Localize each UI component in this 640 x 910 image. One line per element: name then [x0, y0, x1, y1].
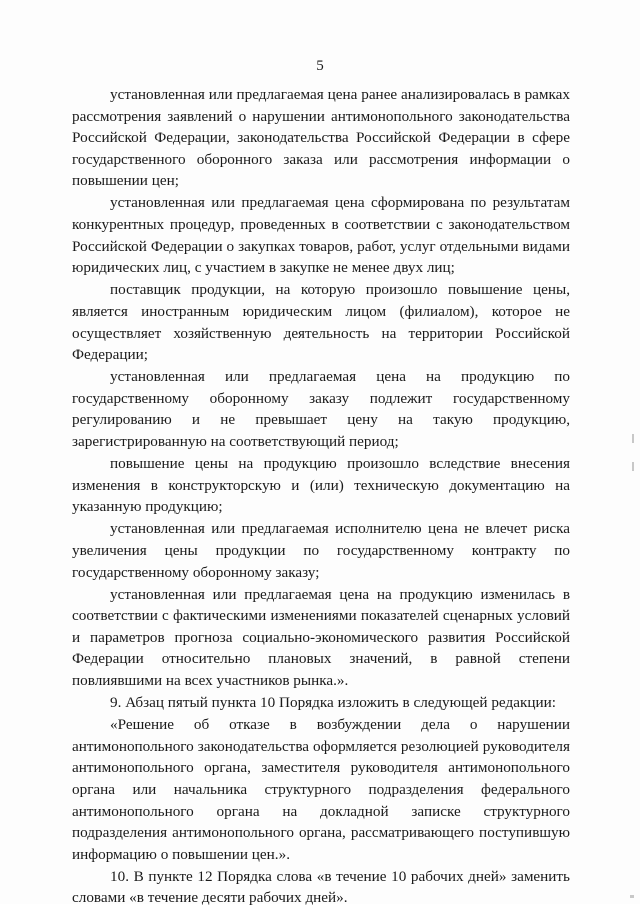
- page-number: 5: [316, 58, 324, 74]
- document-body: [72, 84, 570, 910]
- paragraph-state-regulation: установленная или предлагаемая цена на продукцию по государственному оборонному заказу подлежит государственному регулированию и не превышает цену на такую продукцию, зарегистрированную на соответствующий период;: [72, 368, 570, 450]
- scan-artifact: [632, 462, 634, 471]
- paragraph-foreign-supplier: поставщик продукции, на которую произошло повышение цены, является иностранным юридическим лицом (филиалом), которое не осуществляет хозяйственную деятельность на территории Российской Федерации;: [72, 281, 570, 364]
- paragraph-refusal-decision: «Решение об отказе в возбуждении дела о нарушении антимонопольного законодательства оформляется резолюцией руководителя антимонопольного органа, заместителя руководителя антимонопольного органа или начальника структурного подразделения федерального антимонопольного органа на докладной записке структурного подразделения антимонопольного органа, рассматривающего поступившую информацию о повышении цен.».: [72, 716, 570, 863]
- scan-artifact: [632, 434, 634, 443]
- paragraph-price-analyzed: установленная или предлагаемая цена ранее анализировалась в рамках рассмотрения заявлений о нарушении антимонопольного законодательства Российской Федерации, законодательства Российской Федерации в сфере государственного оборонного заказа или рассмотрения информации о повышении цен;: [72, 86, 570, 190]
- paragraph-item-10: 10. В пункте 12 Порядка слова «в течение 10 рабочих дней» заменить словами «в течение десяти рабочих дней».: [72, 867, 570, 907]
- paragraph-item-9: 9. Абзац пятый пункта 10 Порядка изложить в следующей редакции:: [110, 694, 556, 712]
- paragraph-no-risk: установленная или предлагаемая исполнителю цена не влечет риска увеличения цены продукции по государственному контракту по государственному оборонному заказу;: [72, 520, 570, 581]
- scan-artifact: [630, 895, 634, 898]
- paragraph-competitive-procedures: установленная или предлагаемая цена сформирована по результатам конкурентных процедур, проведенных в соответствии с законодательством Российской Федерации о закупках товаров, работ, услуг отдельными видами юридических лиц, с участием в закупке не менее двух лиц;: [72, 194, 570, 277]
- paragraph-design-changes: повышение цены на продукцию произошло вследствие внесения изменения в конструкторскую и (или) техническую документацию на указанную продукцию;: [72, 455, 570, 516]
- paragraph-scenario-changes: установленная или предлагаемая цена на продукцию изменилась в соответствии с фактическими изменениями показателей сценарных условий и параметров прогноза социально-экономического развития Российской Федерации относительно плановых значений, в равной степени повлиявшими на всех участников рынка.».: [72, 585, 570, 690]
